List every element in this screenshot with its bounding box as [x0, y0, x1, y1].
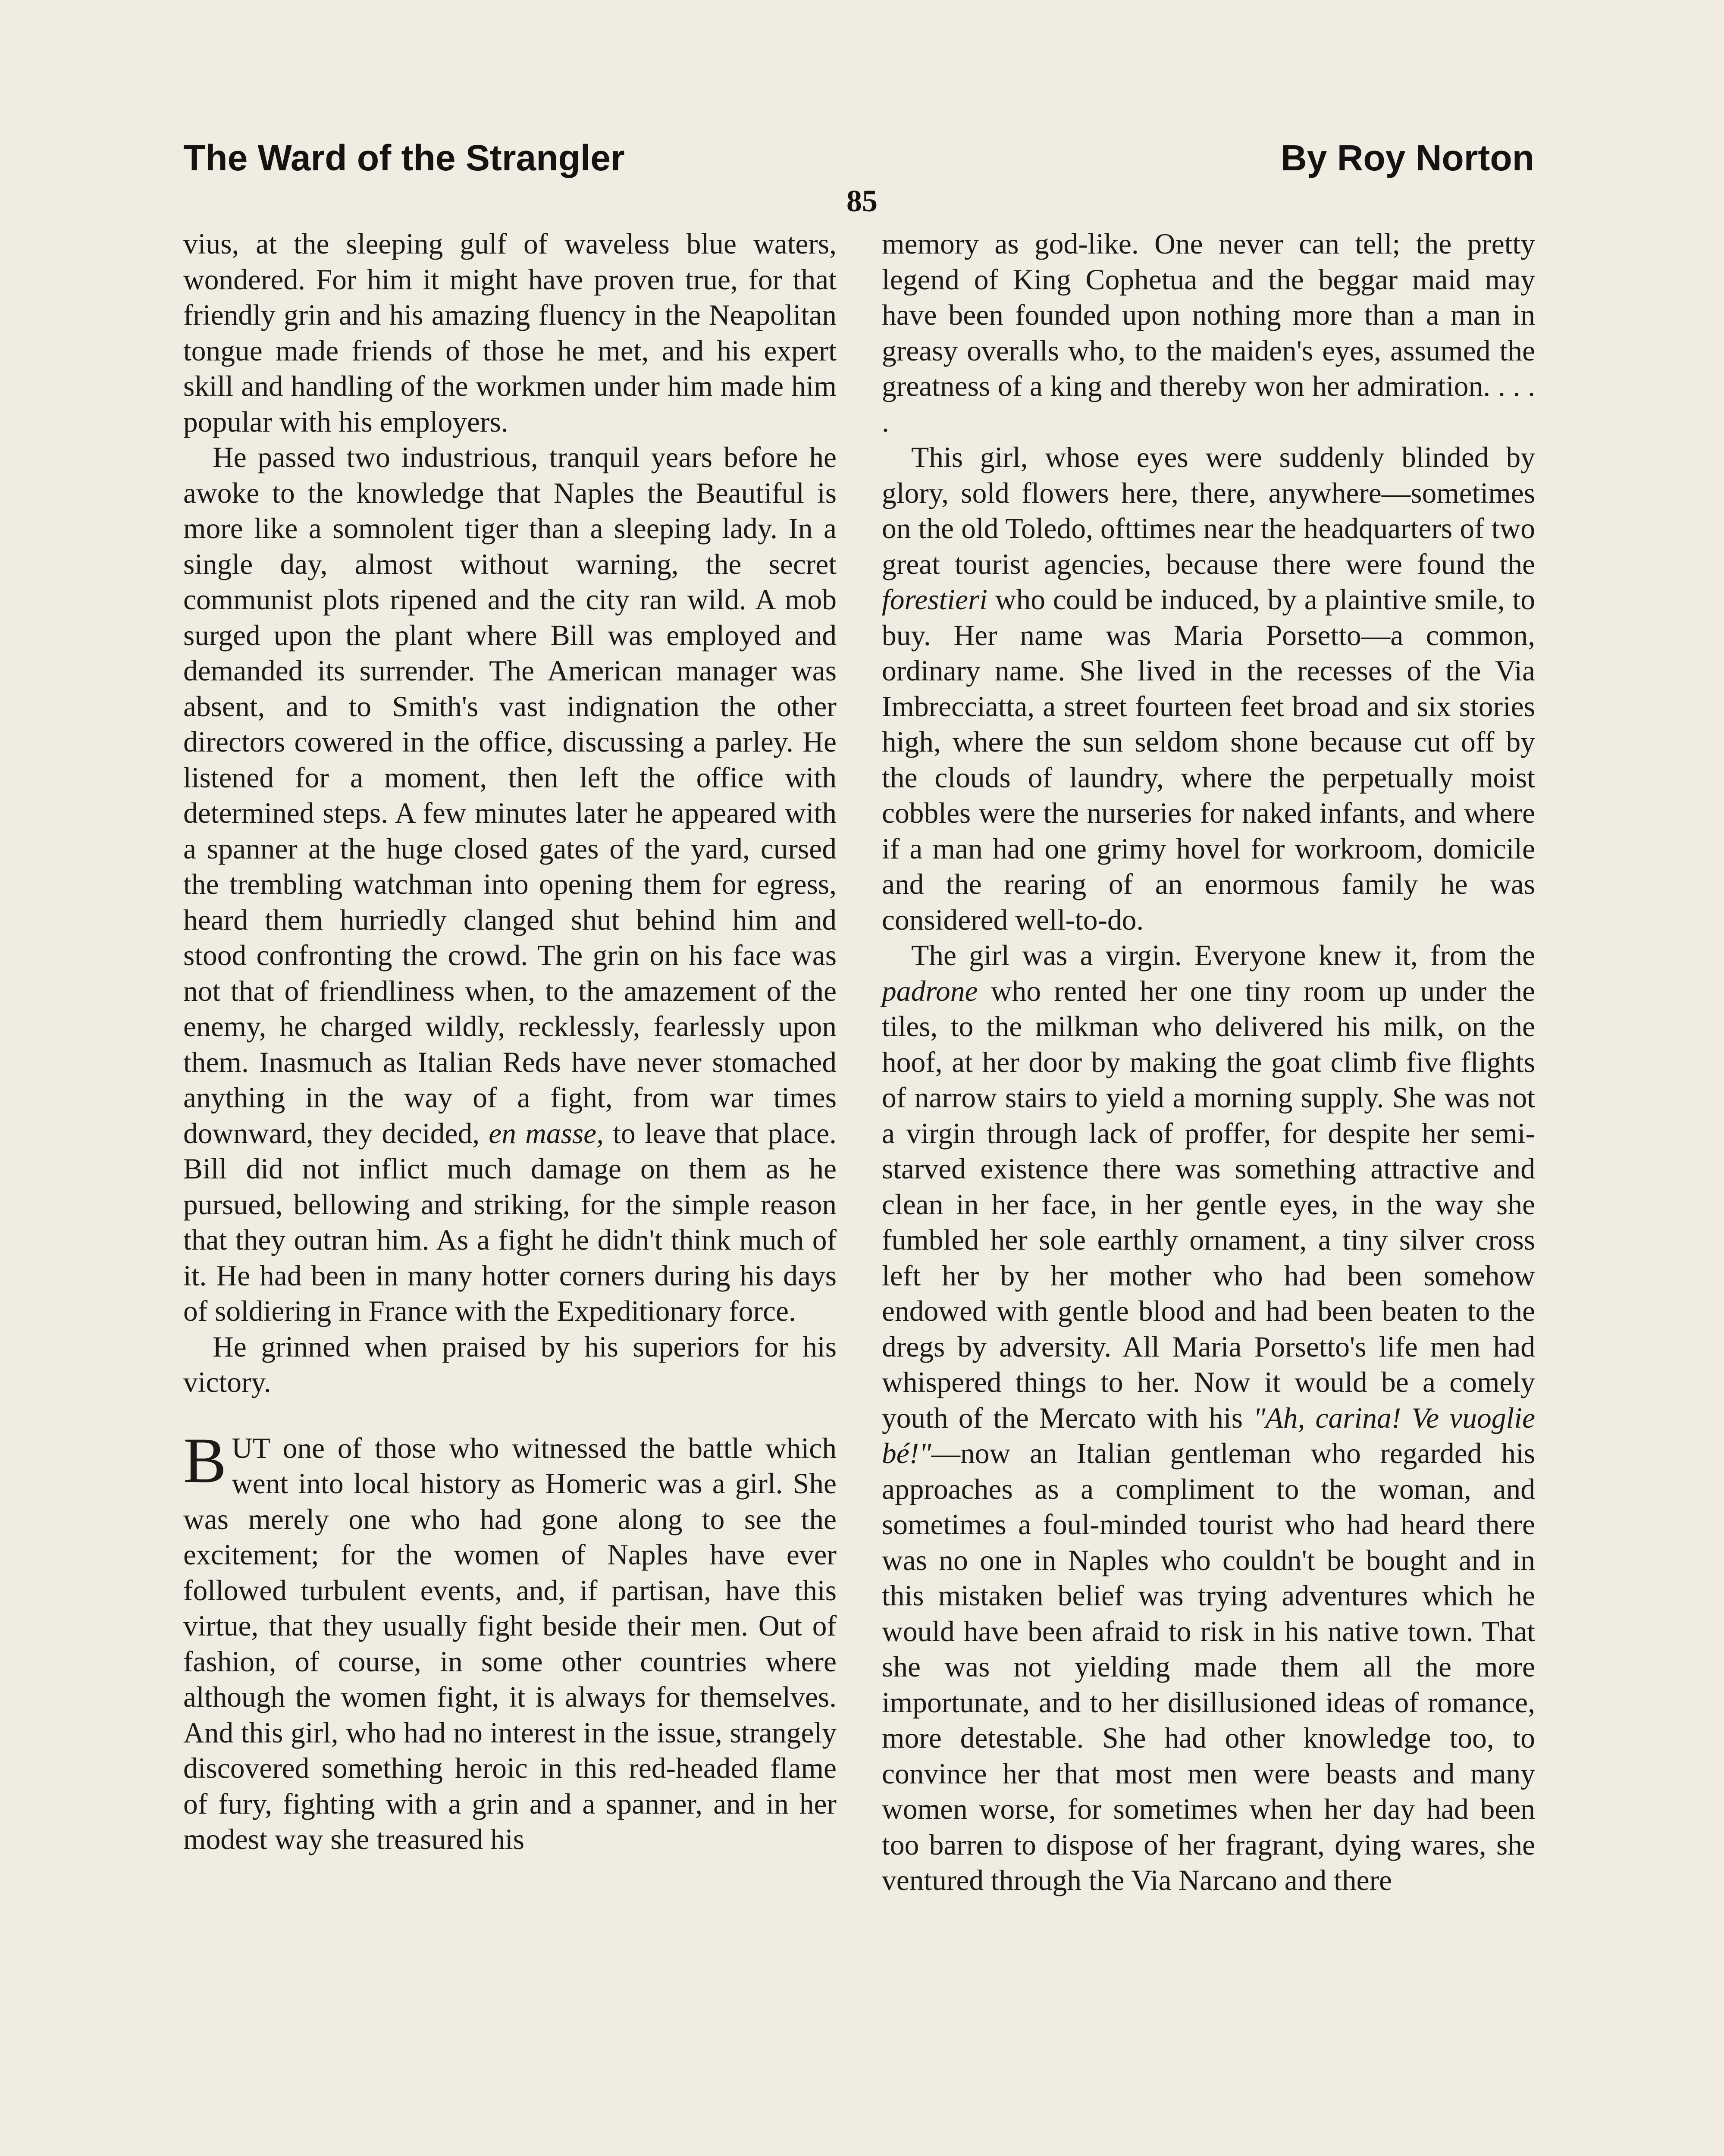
- paragraph: He passed two industrious, tranquil years before he awoke to the knowledge that Naples the Beautiful is more like a somnolent tiger than a sleeping lady. In a single day, almost without warning, the secret communist plots ripened and the city ran wild. A mob surged upon the plant where Bill was employed and demanded its surrender. The American manager was absent, and to Smith's vast indignation the other directors cowered in the office, discussing a parley. He listened for a moment, then left the office with determined steps. A few minutes later he appeared with a spanner at the huge closed gates of the yard, cursed the trembling watchman into opening them for egress, heard them hurriedly clanged shut behind him and stood confronting the crowd. The grin on his face was not that of friendliness when, to the amazement of the enemy, he charged wildly, recklessly, fearlessly upon them. Inasmuch as Italian Reds have never stomached anything in the way of a fight, from war times downward, they decided, en masse, to leave that place. Bill did not inflict much damage on them as he pursued, bellowing and striking, for the simple reason that they outran him. As a fight he didn't think much of it. He had been in many hotter corners during his days of soldiering in France with the Expeditionary force.: [183, 441, 837, 1327]
- story-author: By Roy Norton: [1281, 138, 1534, 178]
- drop-cap: B: [183, 1424, 227, 1496]
- paragraph: The girl was a virgin. Everyone knew it, from the padrone who rented her one tiny room up under the tiles, to the milkman who delivered his milk, on the hoof, at her door by making the goat climb five flights of narrow stairs to yield a morning supply. She was not a virgin through lack of proffer, for despite her semi-starved existence there was something attractive and clean in her face, in her gentle eyes, in the way she fumbled her sole earthly ornament, a tiny silver cross left her by her mother who had been somehow endowed with gentle blood and had been beaten to the dregs by adversity. All Maria Porsetto's life men had whispered things to her. Now it would be a comely youth of the Mercato with his "Ah, carina! Ve vuoglie bé!"—now an Italian gentleman who regarded his approaches as a compliment to the woman, and sometimes a foul-minded tourist who had heard there was no one in Naples who couldn't be bought and in this mistaken belief was trying adventures which he would have been afraid to risk in his native town. That she was not yielding made them all the more importunate, and to her disillusioned ideas of romance, more detestable. She had other knowledge too, to convince her that most men were beasts and many women worse, for sometimes when her day had been too barren to dispose of her fragrant, dying wares, she ventured through the Via Narcano and there: [882, 939, 1535, 1896]
- right-column: [882, 226, 1535, 1899]
- paragraph: He grinned when praised by his superiors for his victory.: [183, 1330, 837, 1398]
- left-column: [183, 226, 837, 1858]
- story-title: The Ward of the Strangler: [183, 138, 625, 178]
- paragraph: memory as god-like. One never can tell; the pretty legend of King Cophetua and the beggar maid may have been founded upon nothing more than a man in greasy overalls who, to the maiden's eyes, assumed the greatness of a king and thereby won her admiration. . . . .: [882, 228, 1535, 438]
- page-number: 85: [846, 184, 878, 218]
- paragraph-dropcap: BUT one of those who witnessed the battle which went into local history as Homeric was a girl. She was merely one who had gone along to see the excitement; for the women of Naples have ever followed turbulent events, and, if partisan, have this virtue, that they usually fight beside their men. Out of fashion, of course, in some other countries where although the women fight, it is always for themselves. And this girl, who had no interest in the issue, strangely discovered something heroic in this red-headed flame of fury, fighting with a grin and a spanner, and in her modest way she treasured his: [183, 1424, 837, 1855]
- paragraph: This girl, whose eyes were suddenly blinded by glory, sold flowers here, there, anywhere—sometimes on the old Toledo, ofttimes near the headquarters of two great tourist agencies, because there were found the forestieri who could be induced, by a plaintive smile, to buy. Her name was Maria Porsetto—a common, ordinary name. She lived in the recesses of the Via Imbrecciatta, a street fourteen feet broad and six stories high, where the sun seldom shone because cut off by the clouds of laundry, where the perpetually moist cobbles were the nurseries for naked infants, and where if a man had one grimy hovel for workroom, domicile and the rearing of an enormous family he was considered well-to-do.: [882, 441, 1535, 936]
- paragraph: vius, at the sleeping gulf of waveless blue waters, wondered. For him it might have proven true, for that friendly grin and his amazing fluency in the Neapolitan tongue made friends of those he met, and his expert skill and handling of the workmen under him made him popular with his employers.: [183, 228, 837, 438]
